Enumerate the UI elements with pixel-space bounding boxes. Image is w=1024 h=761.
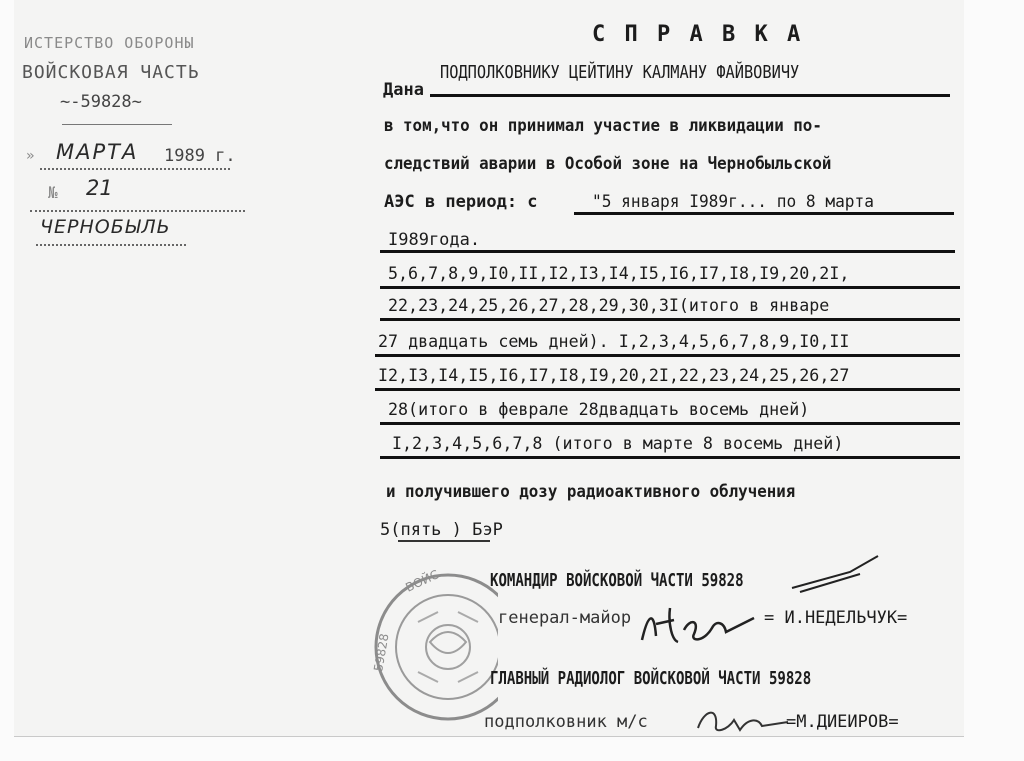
unit-type: ВОЙСКОВАЯ ЧАСТЬ — [22, 62, 200, 83]
period-year: I989года. — [388, 230, 481, 250]
days-line-4-underline — [375, 388, 960, 391]
days-line-5-underline — [380, 422, 960, 425]
days-line-1-underline — [380, 286, 960, 289]
body-line-3: АЭС в период: с — [384, 192, 538, 212]
days-line-2-underline — [380, 318, 960, 321]
svg-text:ВОЙС: ВОЙС — [403, 567, 442, 595]
dose-line: и получившего дозу радиоактивного облучения — [386, 482, 796, 502]
radiologist-name: =М.ДИЕИРОВ= — [786, 712, 899, 732]
number-value: 21 — [86, 176, 113, 200]
commander-rank: генерал-майор — [498, 608, 632, 628]
unit-number: ~-59828~ — [60, 92, 142, 112]
dose-underline — [398, 540, 490, 542]
dose-value: 5(пять ) БэР — [380, 520, 503, 540]
number-mark: № — [48, 183, 58, 202]
date-month: МАРТА — [56, 140, 139, 164]
number-underline — [30, 210, 245, 212]
radiologist-signature — [692, 700, 792, 740]
body-line-2: следствий аварии в Особой зоне на Чернобыльской — [384, 154, 832, 174]
place-name: ЧЕРНОБЫЛЬ — [40, 216, 171, 238]
body-line-1: в том,что он принимал участие в ликвидации по- — [384, 116, 822, 136]
date-underline — [40, 168, 230, 170]
days-line-5: 28(итого в феврале 28двадцать восемь дней) — [388, 400, 810, 420]
commander-signature — [634, 600, 764, 656]
place-underline — [36, 244, 186, 246]
days-line-6: I,2,3,4,5,6,7,8 (итого в марте 8 восемь дней) — [392, 434, 844, 454]
issued-label: Дана — [383, 80, 424, 100]
days-line-4: I2,I3,I4,I5,I6,I7,I8,I9,20,2I,22,23,24,25,26,27 — [378, 366, 850, 386]
commander-title: КОМАНДИР ВОЙСКОВОЙ ЧАСТИ 59828 — [490, 570, 744, 591]
issued-to: ПОДПОЛКОВНИКУ ЦЕЙТИНУ КАЛМАНУ ФАЙВОВИЧУ — [440, 62, 800, 83]
radiologist-rank: подполковник м/с — [484, 712, 648, 732]
days-line-1: 5,6,7,8,9,I0,II,I2,I3,I4,I5,I6,I7,I8,I9,20,2I, — [388, 264, 850, 284]
radiologist-title: ГЛАВНЫЙ РАДИОЛОГ ВОЙСКОВОЙ ЧАСТИ 59828 — [490, 668, 812, 689]
days-line-2: 22,23,24,25,26,27,28,29,30,3I(итого в январе — [388, 296, 830, 316]
ministry-name: ИСТЕРСТВО ОБОРОНЫ — [24, 34, 195, 52]
days-line-6-underline — [380, 456, 960, 459]
days-line-3-underline — [375, 354, 960, 357]
date-prefix: » — [26, 148, 35, 164]
commander-title-scribble — [790, 552, 880, 602]
period-from: "5 января I989г... по 8 марта — [592, 192, 874, 212]
official-stamp — [368, 552, 498, 732]
commander-name: = И.НЕДЕЛЬЧУК= — [764, 608, 908, 628]
svg-text:59828: 59828 — [371, 632, 392, 673]
days-line-3: 27 двадцать семь дней). I,2,3,4,5,6,7,8,9,I0,II — [378, 332, 850, 352]
period-underline — [574, 212, 954, 215]
date-year: 1989 г. — [164, 146, 236, 166]
document-title: С П Р А В К А — [592, 22, 804, 47]
unit-number-underline — [62, 124, 172, 125]
period-year-underline — [380, 250, 955, 253]
issued-to-underline — [430, 94, 950, 97]
